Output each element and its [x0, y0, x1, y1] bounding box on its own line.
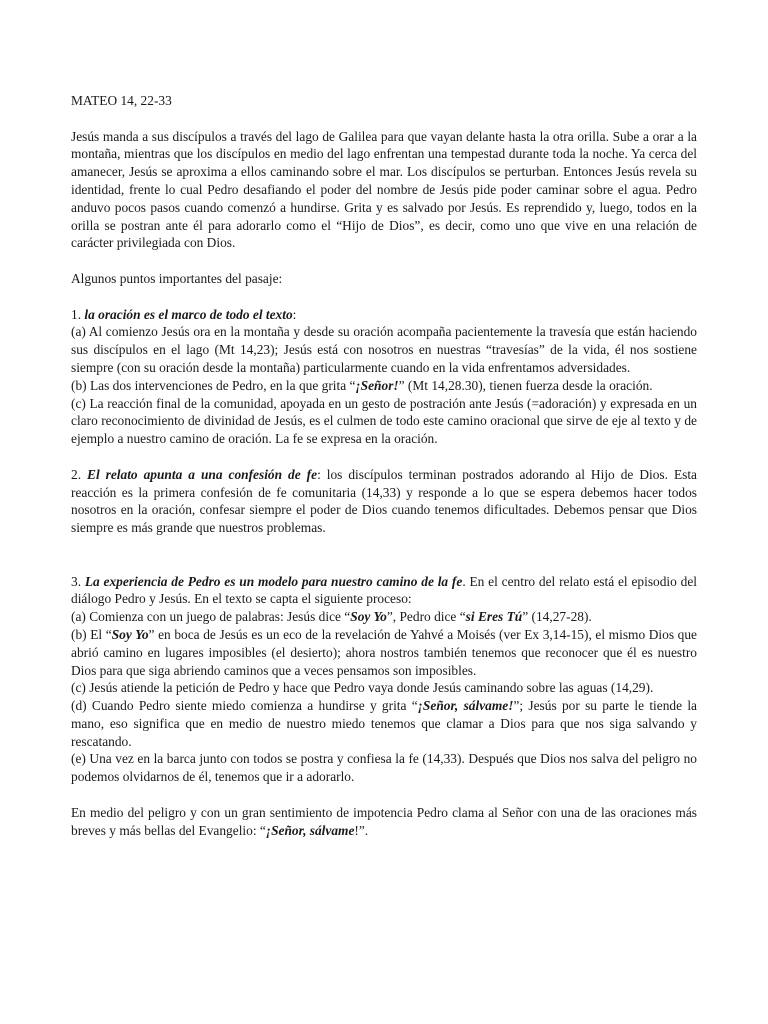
section-1-colon: : — [292, 306, 297, 322]
section-3-item-a — [71, 608, 697, 626]
section-1-item-b-text-end: ” (Mt 14,28.30), tienen fuerza desde la oración. — [398, 377, 653, 393]
section-1-heading — [71, 306, 697, 324]
section-3-item-a-text: (a) Comienza con un juego de palabras: Jesús dice “ — [71, 609, 351, 625]
section-3-paragraph — [71, 573, 697, 609]
section-3-item-e: (e) Una vez en la barca junto con todos se postra y confiesa la fe (14,33). Después que Dios nos salva del peligro no podemos olvidarnos de él, tenemos que ir a adorarlo. — [71, 751, 697, 785]
section-1-item-b-text: (b) Las dos intervenciones de Pedro, en la que grita “ — [71, 377, 356, 393]
section-2-number: 2. — [71, 466, 88, 482]
closing-text: En medio del peligro y con un gran sentimiento de impotencia Pedro clama al Señor con una de las oraciones más breves y más bellas del Evangelio: “ — [71, 804, 697, 838]
closing-emphasis: ¡Señor, sálvame — [265, 822, 355, 838]
document-title: MATEO 14, 22-33 — [71, 93, 172, 108]
section-3-number: 3. — [71, 573, 85, 589]
section-3-item-d — [71, 697, 697, 750]
section-3-item-a-text-mid: ”, Pedro dice “ — [386, 609, 466, 625]
section-1-number: 1. — [71, 306, 85, 322]
section-3-body: . En el centro del relato está el episodio del diálogo Pedro y Jesús. En el texto se capta el siguiente proceso: — [71, 573, 698, 607]
section-1-item-c: (c) La reacción final de la comunidad, apoyada en un gesto de postración ante Jesús (=adoración) y expresada en un claro reconocimiento de divinidad de Jesús, es el culmen de todo este camino oracional que sirve de eje al texto y de ejemplo a nuestro camino de oración. La fe se expresa en la oración. — [71, 395, 697, 447]
section-2-body: : los discípulos terminan postrados adorando al Hijo de Dios. Esta reacción es la primera confesión de fe comunitaria (14,33) y responde a lo que se espera debemos hacer todos nosotros en la oración, confesar siempre el poder de Dios cuando tenemos dificultades. Debemos pensar que Dios siempre es más grande que nuestros problemas. — [71, 466, 697, 536]
section-3-item-c: (c) Jesús atiende la petición de Pedro y hace que Pedro vaya donde Jesús caminando sobre las aguas (14,29). — [71, 680, 654, 696]
section-3-item-b — [71, 626, 697, 679]
closing-paragraph — [71, 804, 697, 840]
intro-paragraph: Jesús manda a sus discípulos a través del lago de Galilea para que vayan delante hasta la otra orilla. Sube a orar a la montaña, mientras que los discípulos en medio del lago enfrentan una tempestad durante toda la noche. Ya cerca del amanecer, Jesús se aproxima a ellos caminando sobre el mar. Los discípulos se perturban. Entonces Jesús revela su identidad, frente lo cual Pedro desafiando el poder del nombre de Jesús pide poder caminar sobre el agua. Pedro anduvo pocos pasos cuando comenzó a hundirse. Grita y es salvado por Jesús. Es reprendido y, luego, todos en la orilla se postran ante él para adorarlo como el “Hijo de Dios”, es decir, como uno que vive en una relación de carácter privilegiada con Dios. — [71, 128, 697, 251]
section-3-item-d-emphasis: ¡Señor, sálvame! — [417, 698, 514, 714]
section-1-item-a: (a) Al comienzo Jesús ora en la montaña y desde su oración acompaña pacientemente la travesía que están haciendo sus discípulos en el lago (Mt 14,23); Jesús está con nosotros en nuestras “travesías” de la vida, él nos sostiene siempre (con su oración desde la montaña) particularmente cuando en la vida enfrentamos adversidades. — [71, 324, 697, 375]
section-3-title: La experiencia de Pedro es un modelo para nuestro camino de la fe — [84, 573, 463, 589]
section-3-item-b-text-end: ” en boca de Jesús es un eco de la revelación de Yahvé a Moisés (ver Ex 3,14-15), el mismo Dios que abrió camino en lugares imposibles (el desierto); ahora nostros también tenemos que reconocer que él es nuestro Dios para que siga abriendo caminos que a veces pensamos son imposibles. — [71, 626, 697, 678]
section-2-title: El relato apunta a una confesión de fe — [87, 466, 318, 482]
document-body — [71, 92, 697, 839]
section-3-item-d-text-end: ”; Jesús por su parte le tiende la mano, eso significa que en medio de nuestro miedo tenemos que clamar a Dios para que nos siga salvando y rescatando. — [71, 698, 697, 749]
section-2-paragraph — [71, 466, 697, 537]
section-3-item-a-emphasis-2: si Eres Tú — [465, 609, 523, 625]
section-1-title: la oración es el marco de todo el texto — [84, 306, 293, 322]
section-3-item-b-text: (b) El “ — [71, 626, 112, 642]
section-3-item-d-text: (d) Cuando Pedro siente miedo comienza a hundirse y grita “ — [71, 698, 418, 714]
points-intro: Algunos puntos importantes del pasaje: — [71, 270, 283, 286]
section-3-item-a-text-end: ” (14,27-28). — [522, 609, 592, 625]
section-1-item-b-emphasis: ¡Señor! — [355, 377, 399, 393]
section-1-item-b — [71, 377, 697, 395]
closing-text-end: !”. — [354, 822, 369, 838]
section-3-item-b-emphasis: Soy Yo — [111, 626, 149, 642]
section-3-item-a-emphasis-1: Soy Yo — [350, 609, 387, 625]
